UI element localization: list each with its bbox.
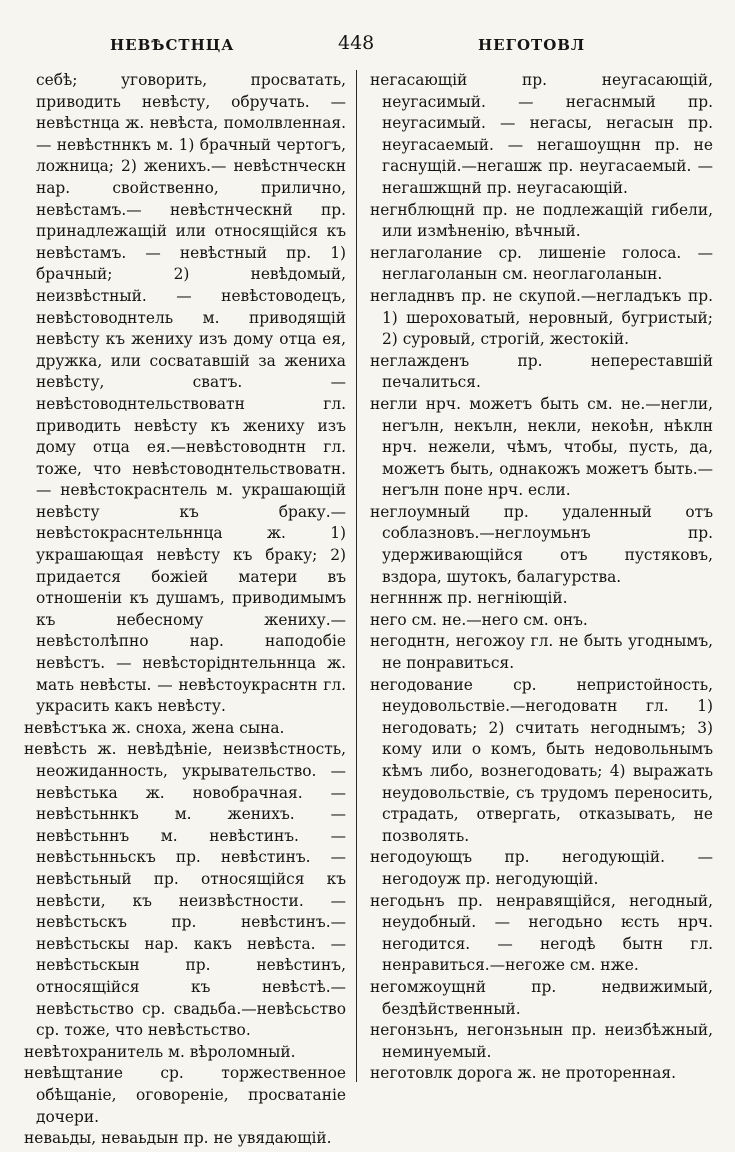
dictionary-entry: него см. не.—него см. онъ. xyxy=(370,610,588,629)
dictionary-entry: неглоумный пр. удаленный отъ соблазновъ.—неглоумьнъ пр. удерживающійся отъ пустяковъ, вздора, шутокъ, балагурства. xyxy=(370,502,713,586)
dictionary-entry: себѣ; уговорить, просватать, приводить невѣсту, обручать. — невѣстнца ж. невѣста, помолвленная.— невѣстннкъ м. 1) брачный чертогъ, ложница; 2) женихъ.— невѣстнческн нар. свойственно, прилично, невѣстамъ.— невѣстнческнй пр. принадлежащій или относящійся къ невѣстамъ. — невѣстный пр. 1) брачный; 2) невѣдомый, неизвѣстный. — невѣстоводецъ, невѣстоводнтель м. приводящій невѣсту къ жениху изъ дому отца ея, дружка, или сосватавшій за жениха невѣсту, сватъ. — невѣстоводнтельствоватн гл. приводить невѣсту къ жениху изъ дому отца ея.—невѣстоводнтн гл. тоже, что невѣстоводнтельствоватн. — невѣстокраснтель м. украшающій невѣсту къ браку.— невѣстокраснтельннца ж. 1) украшающая невѣсту къ браку; 2) придается божіей матери въ отношеніи къ душамъ, приводимымъ къ небесному жениху.—невѣстолѣпно нар. наподобіе невѣстъ. — невѣсторіднтельннца ж. мать невѣсты. — невѣстоукраснтн гл. украсить какъ невѣсту. xyxy=(36,71,346,716)
column-divider xyxy=(356,70,357,1082)
left-column xyxy=(24,70,346,1150)
dictionary-entry: негодьнъ пр. ненравящійся, негодный, неудобный. — негодьно ѥсть нрч. негодится. — негодѣ бытн гл. ненравиться.—негоже см. нже. xyxy=(370,891,713,975)
dictionary-entry: негомжоущнй пр. недвижимый, бездѣйственный. xyxy=(370,977,713,1018)
dictionary-entry: невѣтохранитель м. вѣроломный. xyxy=(24,1042,296,1061)
dictionary-entry: негли нрч. можетъ быть см. не.—негли, негълн, некълн, некли, некоѣн, нѣклн нрч. нежели, чѣмъ, чтобы, пусть, да, можетъ быть, однакожъ можетъ быть.—негълн поне нрч. если. xyxy=(370,394,713,500)
dictionary-entry: негодоующъ пр. негодующій. — негодоуж пр. негодующій. xyxy=(370,848,713,888)
dictionary-entry: негладнвъ пр. не скупой.—негладъкъ пр. 1) шероховатый, неровный, бугристый; 2) суровый, строгій, жестокій. xyxy=(370,286,713,349)
dictionary-entry: неготовлк дорога ж. не проторенная. xyxy=(370,1064,677,1083)
dictionary-entry: невѣщтание ср. торжественное обѣщаніе, оговореніе, просватаніе дочери. xyxy=(24,1064,346,1126)
page-number: 448 xyxy=(338,32,375,54)
right-column xyxy=(370,70,713,1085)
left-running-headword: НЕВѢСТНЦА xyxy=(110,36,235,54)
dictionary-entry: негоднтн, негожоу гл. не быть угоднымъ, не понравиться. xyxy=(370,632,713,673)
dictionary-entry: негасающій пр. неугасающій, неугасимый. — негаснмый пр. неугасимый. — негасы, негасын пр. неугасаемый. — негашоущнн пр. не гаснущій.—негашж пр. неугасаемый. —негашжщнй пр. неугасающій. xyxy=(370,71,713,197)
dictionary-entry: негнннж пр. негніющій. xyxy=(370,589,568,608)
dictionary-entry: негодование ср. непристойность, неудовольствіе.—негодоватн гл. 1) негодовать; 2) считать негоднымъ; 3) кому или о комъ, быть недовольнымъ кѣмъ либо, вознегодовать; 4) выражать неудовольствіе, съ трудомъ переносить, страдать, отвергать, отказывать, не позволять. xyxy=(370,675,713,845)
dictionary-entry: неглажденъ пр. непереставшій печалиться. xyxy=(370,351,713,392)
dictionary-entry: неваьды, неваьдын пр. не увядающій. xyxy=(24,1129,332,1148)
dictionary-entry: невѣсть ж. невѣдѣніе, неизвѣстность, неожиданность, укрывательство. — невѣстька ж. новобрачная. — невѣстьннкъ м. женихъ. — невѣстьннъ м. невѣстинъ. — невѣстьнньскъ пр. невѣстинъ. — невѣстьный пр. относящійся къ невѣсти, къ неизвѣстности. — невѣстьскъ пр. невѣстинъ.—невѣстьскы нар. какъ невѣста. — невѣстьскын пр. невѣстинъ, относящійся къ невѣстѣ.—невѣстьство ср. свадьба.—невѣсьство ср. тоже, что невѣстьство. xyxy=(24,740,346,1040)
dictionary-entry: неглаголание ср. лишеніе голоса. — неглаголанын см. неоглаголанын. xyxy=(370,243,713,284)
right-running-headword: НЕГОТОВЛ xyxy=(478,36,586,54)
dictionary-entry: негонзьнъ, негонзьнын пр. неизбѣжный, неминуемый. xyxy=(370,1021,713,1061)
dictionary-entry: негнблющнй пр. не подлежащій гибели, или измѣненію, вѣчный. xyxy=(370,200,713,241)
dictionary-entry: невѣстъка ж. сноха, жена сына. xyxy=(24,718,285,737)
page-header xyxy=(0,28,735,58)
